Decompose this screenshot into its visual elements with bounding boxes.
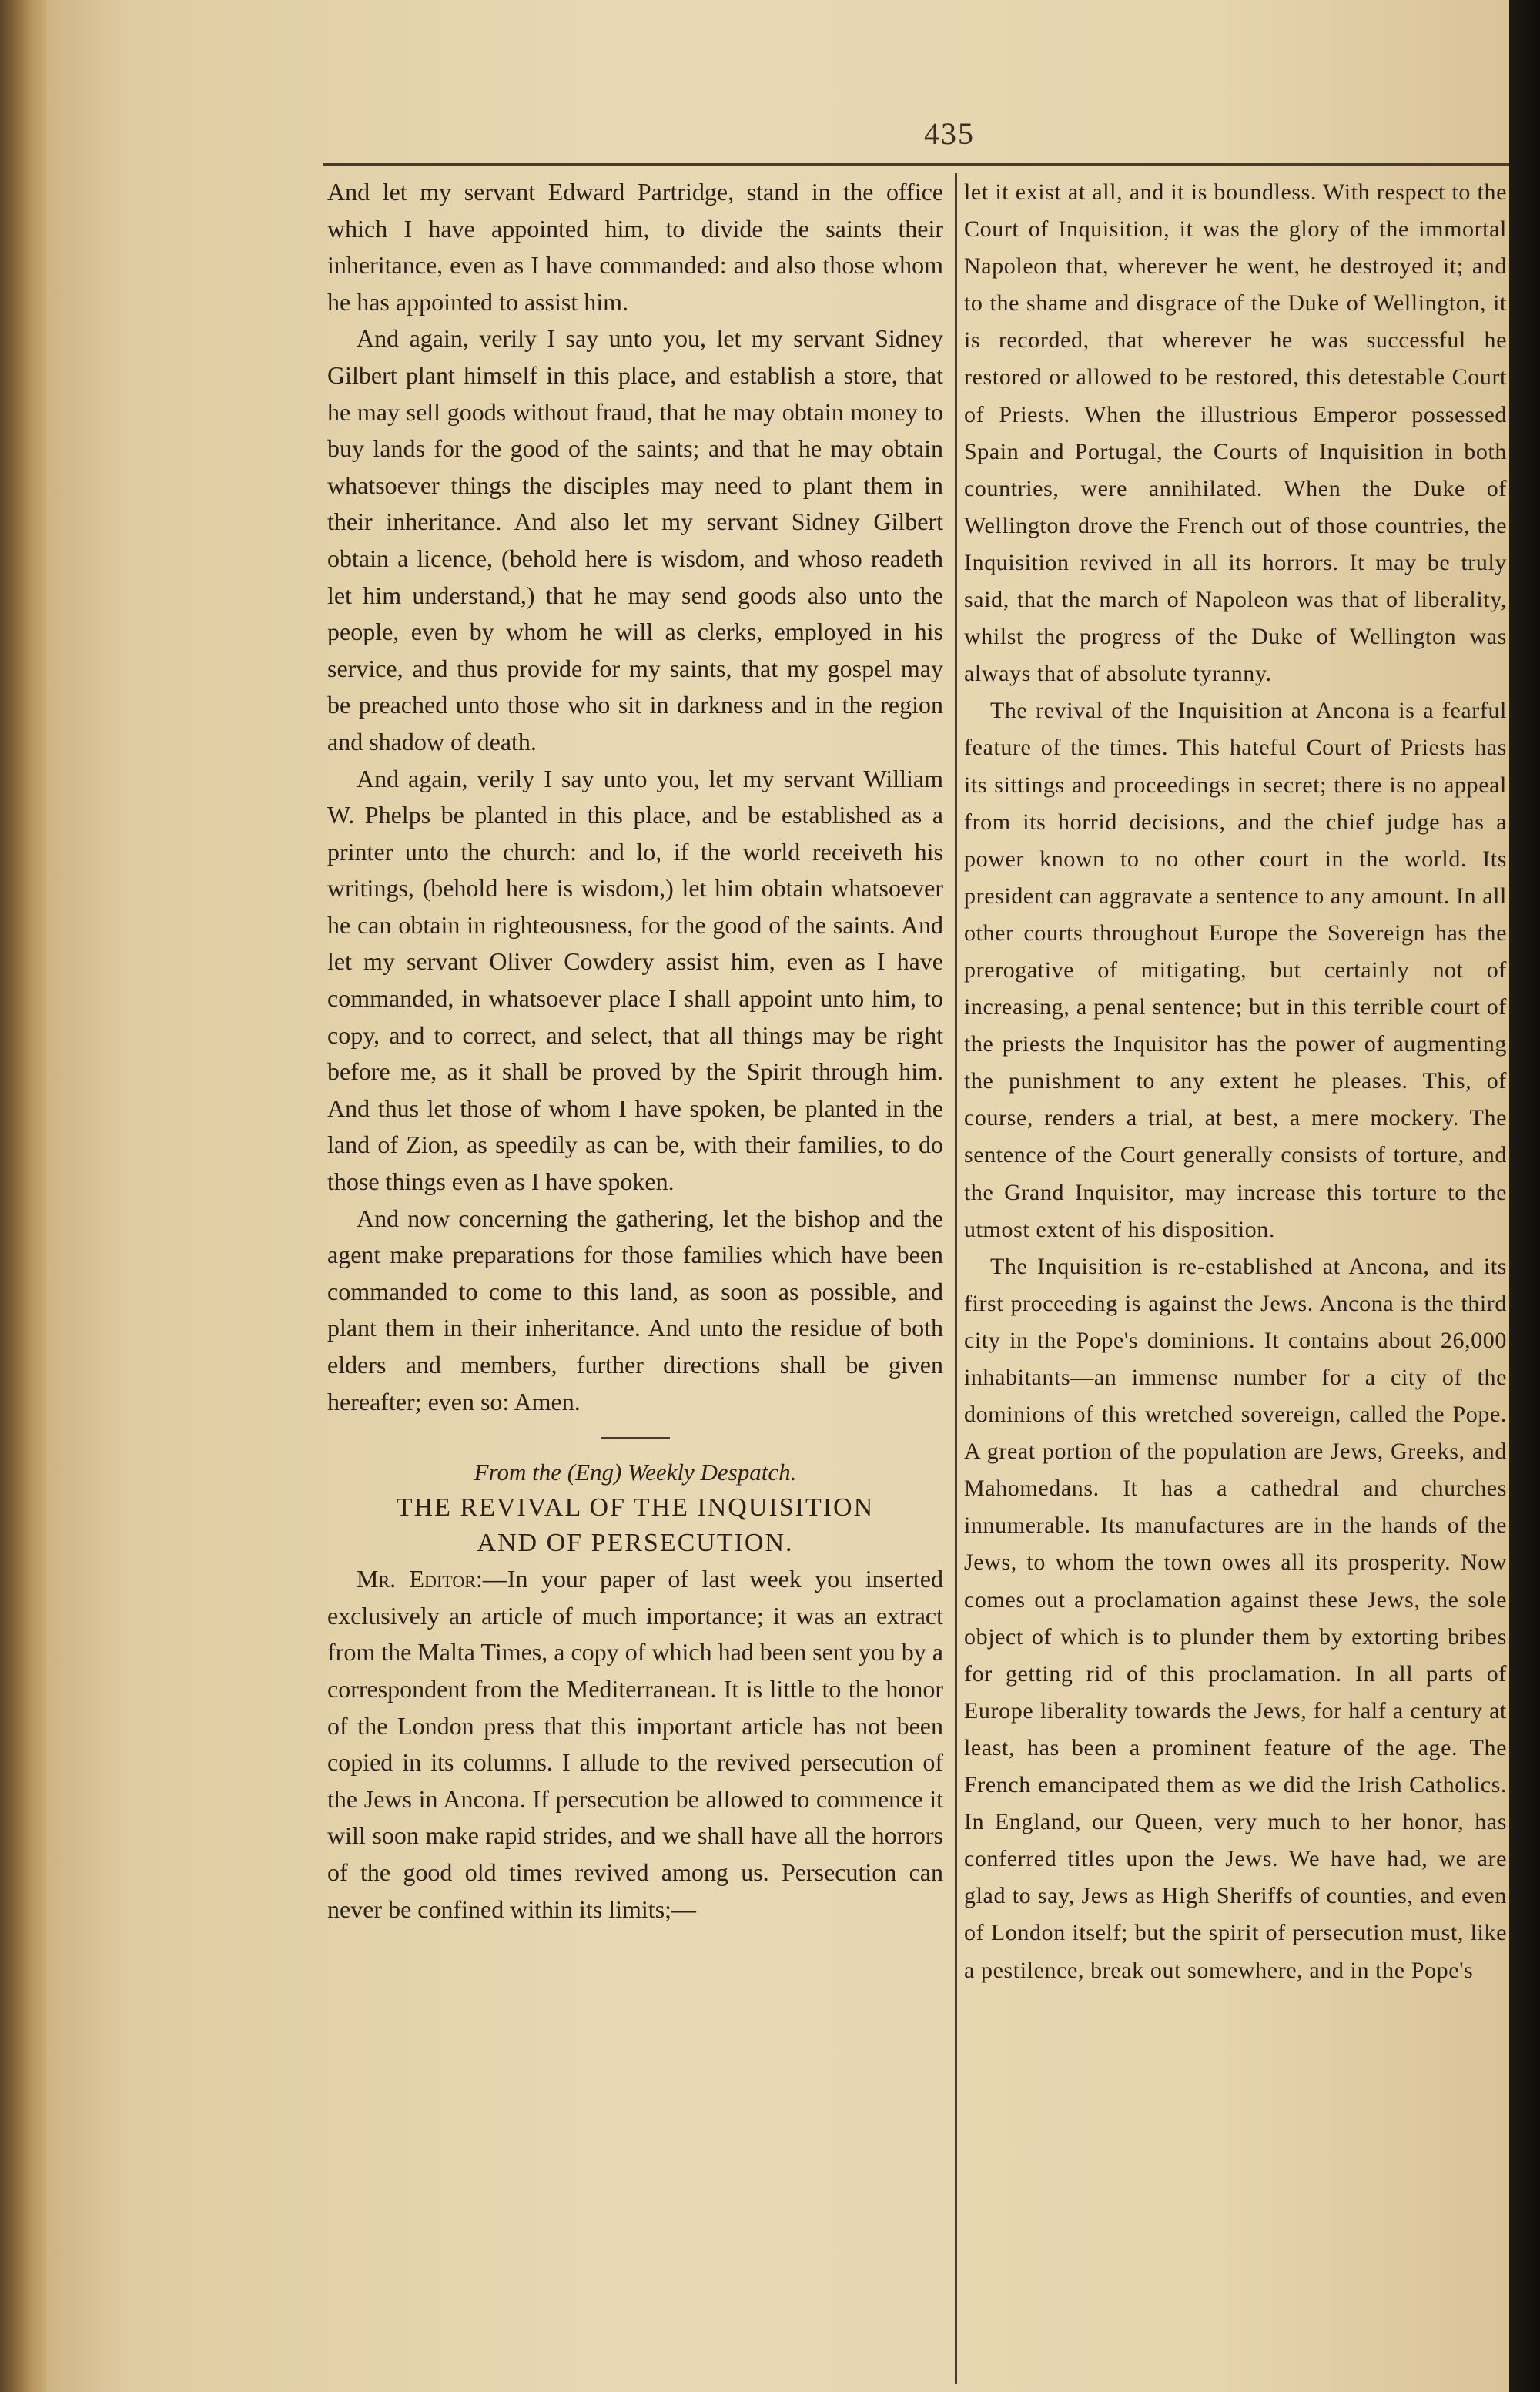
left-paragraph: And let my servant Edward Partridge, stand in the office which I have appointed him, to divide the saints their inheritance, even as I have commanded: and also those whom he has appointed to assist him. bbox=[327, 178, 943, 316]
article-title-line-2: AND OF PERSECUTION. bbox=[477, 1529, 794, 1558]
page-edge-shadow bbox=[1509, 0, 1540, 2392]
right-paragraph: let it exist at all, and it is boundless. With respect to the Court of Inquisition, it was the glory of the immortal Napoleon that, wherever he went, he destroyed it; and to the shame and disgrace of the Duke of Wellington, it is recorded, that wherever he was successful he restored or allowed to be restored, this detestable Court of Priests. When the illustrious Emperor possessed Spain and Portugal, the Courts of Inquisition in both countries, were annihilated. When the Duke of Wellington drove the French out of those countries, the Inquisition revived in all its horrors. It may be truly said, that the march of Napoleon was that of liberality, whilst the progress of the Duke of Wellington was always that of absolute tyranny. bbox=[964, 179, 1507, 687]
left-paragraph: And again, verily I say unto you, let my servant William W. Phelps be planted in this place, and be established as a printer unto the church: and lo, if the world receiveth his writings, (behold here is wisdom,) let him obtain whatsoever he can obtain in righteousness, for the good of the saints. And let my servant Oliver Cowdery assist him, even as I have commanded, in whatsoever place I shall appoint unto him, to copy, and to correct, and select, that all things may be right before me, as it shall be proved by the Spirit through him. And thus let those of whom I have spoken, be planted in the land of Zion, as speedily as can be, with their families, to do those things even as I have spoken. bbox=[327, 764, 943, 1196]
header-rule bbox=[323, 163, 1509, 166]
right-paragraph: The Inquisition is re-established at Ancona, and its first proceeding is against the Jews. Ancona is the third city in the Pope's dominions. It contains about 26,000 inhabitants—an immense number for a city of the dominions of this wretched sovereign, called the Pope. A great portion of the population are Jews, Greeks, and Mahomedans. It has a cathedral and churches innumerable. Its manufactures are in the hands of the Jews, to whom the town owes all its prosperity. Now comes out a proclamation against these Jews, the sole object of which is to plunder them by extorting bribes for getting rid of this proclamation. In all parts of Europe liberality towards the Jews, for half a century at least, has been a prominent feature of the age. The French emancipated them as we did the Irish Catholics. In England, our Queen, very much to her honor, has conferred titles upon the Jews. We have had, we are glad to say, Jews as High Sheriffs of counties, and even of London itself; but the spirit of persecution must, like a pestilence, break out somewhere, and in the Pope's bbox=[964, 1253, 1507, 1983]
section-divider bbox=[601, 1437, 670, 1439]
left-column bbox=[327, 174, 943, 1928]
left-paragraph: And now concerning the gathering, let the bishop and the agent make preparations for those families which have been commanded to come to this land, as soon as possible, and plant them in their inheritance. And unto the residue of both elders and members, further directions shall be given hereafter; even so: Amen. bbox=[327, 1204, 943, 1415]
article-paragraph bbox=[327, 1561, 943, 1928]
article-paragraph-text: —In your paper of last week you inserted exclusively an article of much importance; it was an extract from the Malta Times, a copy of which had been sent you by a correspondent from the Mediterranean. It is little to the honor of the London press that this important article has not been copied in its columns. I allude to the revived persecution of the Jews in Ancona. If persecution be allowed to commence it will soon make rapid strides, and we shall have all the horrors of the good old times revived among us. Persecution can never be confined within its limits;— bbox=[327, 1565, 943, 1923]
column-divider bbox=[955, 173, 957, 2384]
right-column bbox=[964, 174, 1507, 1989]
left-paragraph: And again, verily I say unto you, let my servant Sidney Gilbert plant himself in this place, and establish a store, that he may sell goods without fraud, that he may obtain money to buy lands for the good of the saints; and that he may obtain whatsoever things the disciples may need to plant them in their inheritance. And also let my servant Sidney Gilbert obtain a licence, (behold here is wisdom, and whoso readeth let him understand,) that he may send goods also unto the people, even by whom he will as clerks, employed in his service, and thus provide for my saints, that my gospel may be preached unto those who sit in darkness and in the region and shadow of death. bbox=[327, 324, 943, 755]
article-title-line-1: THE REVIVAL OF THE INQUISITION bbox=[396, 1493, 875, 1523]
book-spine bbox=[0, 0, 46, 2392]
article-source: From the (Eng) Weekly Despatch. bbox=[474, 1459, 797, 1486]
right-paragraph: The revival of the Inquisition at Ancona is a fearful feature of the times. This hateful Court of Priests has its sittings and proceedings in secret; there is no appeal from its horrid decisions, and the chief judge has a power known to no other court in the world. Its president can aggravate a sentence to any amount. In all other courts throughout Europe the Sovereign has the prerogative of mitigating, but certainly not of increasing, a penal sentence; but in this terrible court of the priests the Inquisitor has the power of augmenting the punishment to any extent he pleases. This, of course, renders a trial, at best, a mere mockery. The sentence of the Court generally consists of torture, and the Grand Inquisitor, may increase this torture to the utmost extent of his disposition. bbox=[964, 698, 1507, 1242]
salutation: Mr. Editor: bbox=[357, 1565, 483, 1593]
page-number: 435 bbox=[924, 116, 975, 151]
